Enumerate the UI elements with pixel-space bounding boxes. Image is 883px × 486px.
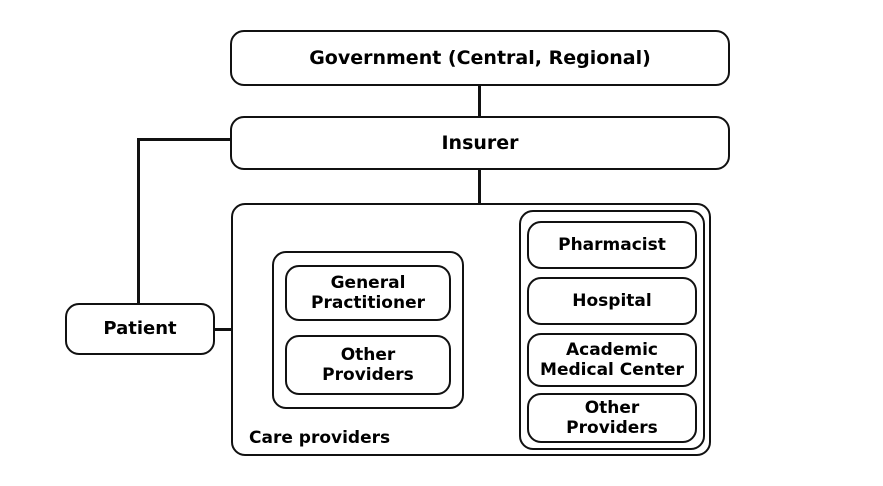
node-other-providers-secondary[interactable]: Other Providers (527, 393, 697, 443)
node-other-providers-primary[interactable]: Other Providers (285, 335, 451, 395)
node-academic-medical-center[interactable]: Academic Medical Center (527, 333, 697, 387)
connector-government-insurer (478, 86, 481, 116)
connector-insurer-care-providers (478, 170, 481, 203)
node-insurer[interactable]: Insurer (230, 116, 730, 170)
node-government[interactable]: Government (Central, Regional) (230, 30, 730, 86)
connector-patient-insurer-horizontal (137, 138, 232, 141)
node-general-practitioner[interactable]: General Practitioner (285, 265, 451, 321)
node-pharmacist[interactable]: Pharmacist (527, 221, 697, 269)
node-hospital[interactable]: Hospital (527, 277, 697, 325)
node-patient[interactable]: Patient (65, 303, 215, 355)
group-care-providers-label: Care providers (249, 428, 391, 448)
connector-patient-insurer-vertical (137, 138, 140, 305)
